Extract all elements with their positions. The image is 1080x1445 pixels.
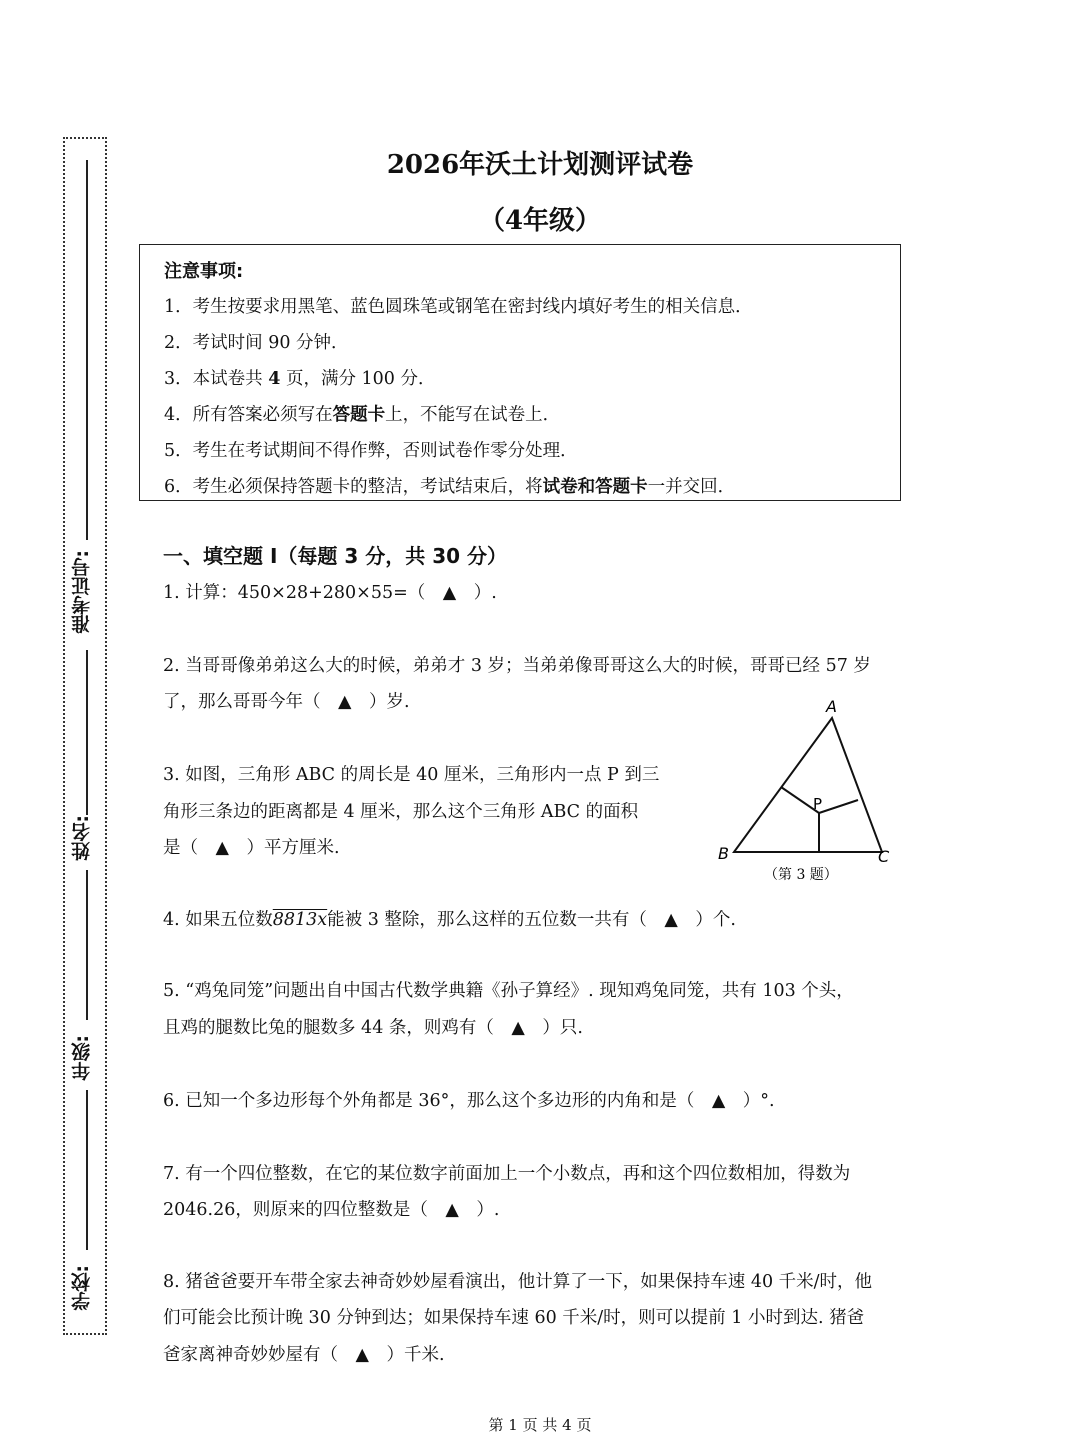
section-title: 一、填空题 I（每题 3 分，共 30 分）: [163, 544, 508, 568]
question-4-pre: 4. 如果五位数: [163, 910, 273, 930]
question-7-line-1: 7. 有一个四位整数，在它的某位数字前面加上一个小数点，再和这个四位数相加，得数为: [163, 1164, 851, 1184]
notice-item: 1．考生按要求用黑笔、蓝色圆珠笔或钢笔在密封线内填好考生的相关信息．: [164, 297, 753, 317]
figure-caption: （第 3 题）: [764, 867, 838, 883]
question-4-number: 8813x: [272, 910, 328, 930]
page-footer: 第 1 页 共 4 页: [488, 1416, 592, 1434]
question-6: 6. 已知一个多边形每个外角都是 36°，那么这个多边形的内角和是（ ▲ ）°.: [163, 1091, 775, 1111]
question-3-line-2: 角形三条边的距离都是 4 厘米，那么这个三角形 ABC 的面积: [163, 802, 639, 822]
seal-label-exam-id: 准考证号:: [71, 550, 93, 634]
question-2-line-2: 了，那么哥哥今年（ ▲ ）岁.: [163, 692, 410, 712]
label-c: C: [878, 847, 890, 866]
triangle-figure: [712, 692, 912, 892]
seal-line-3: [86, 870, 88, 1020]
seal-border: [63, 137, 107, 1335]
question-1: 1. 计算：450×28+280×55=（ ▲ ）.: [163, 583, 497, 603]
label-a: A: [826, 697, 837, 716]
question-8-line-3: 爸家离神奇妙妙屋有（ ▲ ）千米.: [163, 1345, 445, 1365]
question-5-line-2: 且鸡的腿数比兔的腿数多 44 条，则鸡有（ ▲ ）只.: [163, 1018, 583, 1038]
notice-heading: 注意事项:: [164, 261, 244, 282]
label-p: P: [813, 795, 823, 813]
triangle-diagram: [712, 692, 912, 892]
seal-line-top: [86, 160, 88, 540]
notice-item: 3．本试卷共 4 页，满分 100 分．: [164, 369, 436, 389]
seal-line-2: [86, 650, 88, 815]
notice-item: 4．所有答案必须写在答题卡上，不能写在试卷上．: [164, 405, 561, 425]
question-3-line-3: 是（ ▲ ）平方厘米.: [163, 838, 340, 858]
notice-item: 5．考生在考试期间不得作弊，否则试卷作零分处理．: [164, 441, 578, 461]
seal-label-school: 学校:: [71, 1265, 93, 1311]
seal-label-grade: 年级:: [71, 1035, 93, 1081]
triangle-abc: [734, 718, 882, 852]
notice-item: 2．考试时间 90 分钟．: [164, 333, 349, 353]
question-2-line-1: 2. 当哥哥像弟弟这么大的时候，弟弟才 3 岁；当弟弟像哥哥这么大的时候，哥哥已经 57 岁: [163, 656, 871, 676]
seal-label-name: 姓名:: [71, 815, 93, 861]
question-8-line-2: 们可能会比预计晚 30 分钟到达；如果保持车速 60 千米/时，则可以提前 1 小时到达. 猪爸: [163, 1308, 865, 1328]
seal-line-4: [86, 1090, 88, 1250]
exam-title: 2026年沃土计划测评试卷: [386, 150, 694, 180]
exam-subtitle: （4年级）: [478, 206, 602, 236]
question-5-line-1: 5. “鸡兔同笼”问题出自中国古代数学典籍《孙子算经》. 现知鸡兔同笼，共有 103 个头，: [163, 981, 854, 1001]
question-4: [163, 902, 736, 938]
perpendicular-to-ac: [819, 800, 858, 813]
notice-item: 6．考生必须保持答题卡的整洁，考试结束后，将试卷和答题卡一并交回．: [164, 477, 736, 497]
question-4-post: 能被 3 整除，那么这样的五位数一共有（ ▲ ）个.: [327, 910, 736, 930]
question-3-line-1: 3. 如图，三角形 ABC 的周长是 40 厘米，三角形内一点 P 到三: [163, 765, 660, 785]
question-7-line-2: 2046.26，则原来的四位整数是（ ▲ ）.: [163, 1200, 500, 1220]
notice-box: [139, 244, 901, 501]
label-b: B: [718, 844, 729, 863]
question-8-line-1: 8. 猪爸爸要开车带全家去神奇妙妙屋看演出，他计算了一下，如果保持车速 40 千米/时，他: [163, 1272, 873, 1292]
